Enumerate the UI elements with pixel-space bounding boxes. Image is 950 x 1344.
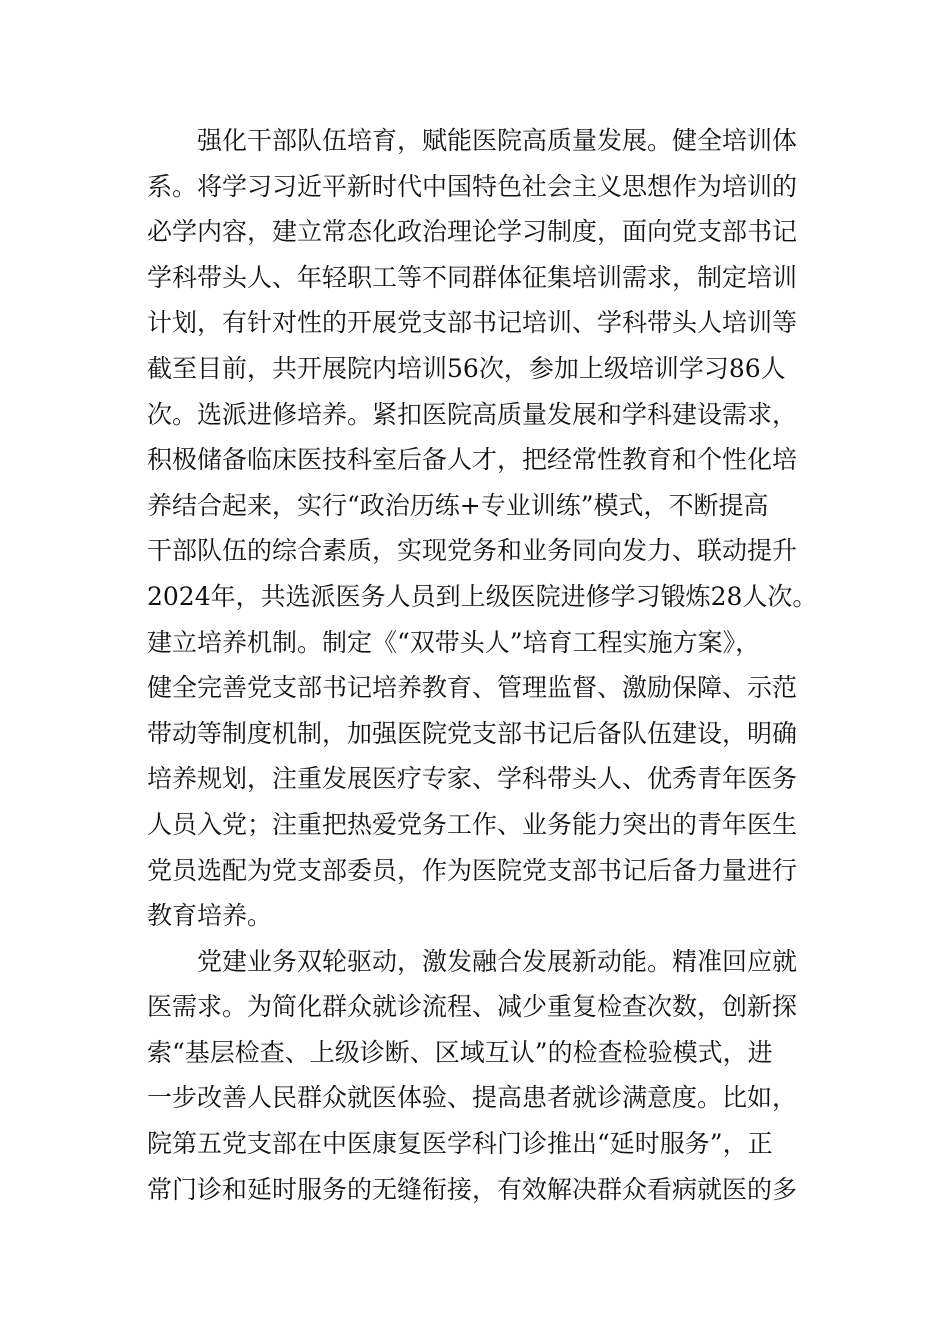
text-line: 健全完善党支部书记培养教育、管理监督、激励保障、示范 — [147, 673, 798, 703]
text-line: 2024年，共选派医务人员到上级医院进修学习锻炼28人次。 — [147, 581, 818, 611]
text-line: 积极储备临床医技科室后备人才，把经常性教育和个性化培 — [147, 445, 798, 475]
text-line: 必学内容，建立常态化政治理论学习制度，面向党支部书记 — [147, 217, 798, 247]
text-line: 强化干部队伍培育，赋能医院高质量发展。健全培训体 — [197, 126, 798, 155]
text-line: 建立培养机制。制定《“双带头人”培育工程实施方案》， — [147, 627, 761, 657]
text-line: 医需求。为简化群众就诊流程、减少重复检查次数，创新探 — [147, 992, 798, 1022]
text-line: 计划，有针对性的开展党支部书记培训、学科带头人培训等 — [147, 308, 798, 338]
document-body — [147, 118, 817, 1212]
text-line: 人员入党；注重把热爱党务工作、业务能力突出的青年医生 — [147, 809, 798, 839]
text-line: 次。选派进修培养。紧扣医院高质量发展和学科建设需求， — [147, 399, 798, 429]
text-line: 院第五党支部在中医康复医学科门诊推出“延时服务”，正 — [147, 1129, 773, 1159]
text-line: 党员选配为党支部委员，作为医院党支部书记后备力量进行 — [147, 855, 798, 885]
text-line: 常门诊和延时服务的无缝衔接，有效解决群众看病就医的多 — [147, 1174, 798, 1204]
text-line: 系。将学习习近平新时代中国特色社会主义思想作为培训的 — [147, 171, 798, 201]
text-line: 教育培养。 — [147, 901, 273, 931]
text-line: 党建业务双轮驱动，激发融合发展新动能。精准回应就 — [197, 946, 798, 976]
text-line: 截至目前，共开展院内培训56次，参加上级培训学习86人 — [147, 353, 786, 383]
text-line: 培养规划，注重发展医疗专家、学科带头人、优秀青年医务 — [147, 764, 798, 794]
text-line: 学科带头人、年轻职工等不同群体征集培训需求，制定培训 — [147, 262, 798, 292]
paragraph-party-business-integration — [147, 939, 817, 1213]
text-line: 一步改善人民群众就医体验、提高患者就诊满意度。比如， — [147, 1083, 798, 1113]
paragraph-cadre-training — [147, 118, 817, 939]
text-line: 索“基层检查、上级诊断、区域互认”的检查检验模式，进 — [147, 1037, 773, 1067]
text-line: 养结合起来，实行“政治历练+专业训练”模式，不断提高 — [147, 490, 769, 520]
text-line: 干部队伍的综合素质，实现党务和业务同向发力、联动提升 — [147, 536, 798, 566]
text-line: 带动等制度机制，加强医院党支部书记后备队伍建设，明确 — [147, 718, 798, 748]
